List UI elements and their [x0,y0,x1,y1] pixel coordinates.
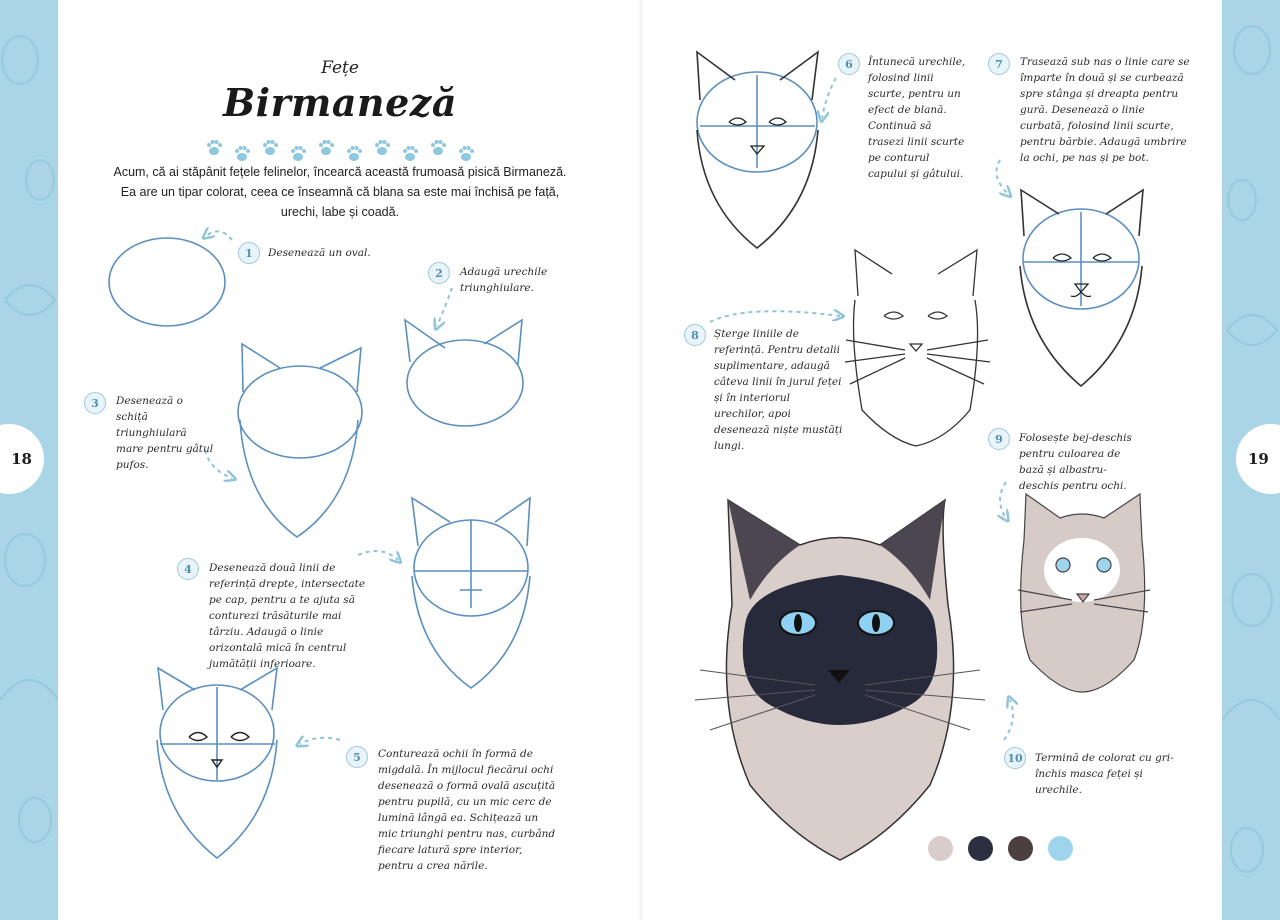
page-number-left: 18 [0,424,44,494]
step2-ears-sketch [405,320,523,426]
step-instruction-text: Trasează sub nas o linie care se împarte în două și se curbează spre stânga și dreapta pentru gură. Desenează o linie curbată, folosind linii scurte, pentru bărbie. Adaugă umbrire la ochi, pe nas și pe bot. [1020,56,1190,164]
page-number-right: 19 [1236,424,1280,494]
step-number-badge: 9 [988,428,1010,450]
step-instruction-text: Întunecă urechile, folosind linii scurte, pentru un efect de blană. Continuă să trasezi linii scurte pe conturul capului și gâtului. [868,56,966,180]
step-number-badge: 5 [346,746,368,768]
step-instruction-text: Conturează ochii în formă de migdală. În mijlocul fiecărui ochi desenează o formă ovală ascuțită pentru pupilă, cu un mic cerc de lumină lângă ea. Schițează un mic triunghi pentru nas, curbând fiecare latură spre interior, pentru a crea nările. [378,748,556,872]
step9-base-color [1018,494,1150,692]
step-number-badge: 7 [988,53,1010,75]
step3-neck-sketch [238,344,362,537]
step-number-badge: 2 [428,262,450,284]
step8-whiskers-sketch [845,250,990,446]
step5-eyes-sketch [157,668,277,858]
step-number-badge: 10 [1004,747,1026,769]
step-instruction-text: Desenează un oval. [268,247,371,259]
page-title: Birmaneză [223,80,457,125]
step-instruction-text: Adaugă urechile triunghiulare. [460,266,548,294]
step-number-badge: 3 [84,392,106,414]
step7-mouth-sketch [1020,190,1143,386]
section-kicker: Fețe [321,58,359,78]
step-number-badge: 6 [838,53,860,75]
color-palette [928,836,1078,864]
step6-fur-sketch [697,52,818,248]
step-number-badge: 8 [684,324,706,346]
step-number-badge: 1 [238,242,260,264]
step-instruction-text: Folosește bej-deschis pentru culoarea de bază și albastru-deschis pentru ochi. [1019,432,1132,492]
color-swatch [1048,836,1073,861]
step1-oval-sketch [109,238,225,326]
step5-eyes-detail [189,733,249,768]
cat-head-colored [690,495,990,865]
color-swatch [928,836,953,861]
step-number-badge: 4 [177,558,199,580]
color-swatch [968,836,993,861]
step-instruction-text: Termină de colorat cu gri-închis masca feței și urechile. [1035,752,1174,796]
step4-guidelines-sketch [412,498,530,688]
step-instruction-text: Desenează două linii de referință drepte, intersectate pe cap, pentru a te ajuta să conturezi trăsăturile mai târziu. Adaugă o linie orizontală mică în centrul jumătății inferioare. [209,562,366,670]
step-instruction-text: Desenează o schiță triunghiulară mare pentru gâtul pufos. [116,395,214,471]
color-swatch [1008,836,1033,861]
intro-paragraph: Acum, că ai stăpânit fețele felinelor, încearcă această frumoasă pisică Birmaneză. Ea are un tipar colorat, ceea ce înseamnă că blana sa este mai închisă pe față, urechi, labe și coadă. [113,165,567,219]
step-instruction-text: Șterge liniile de referință. Pentru detalii suplimentare, adaugă câteva linii în jurul feței și în interiorul urechilor, apoi desenează niște mustăți lungi. [714,328,843,452]
